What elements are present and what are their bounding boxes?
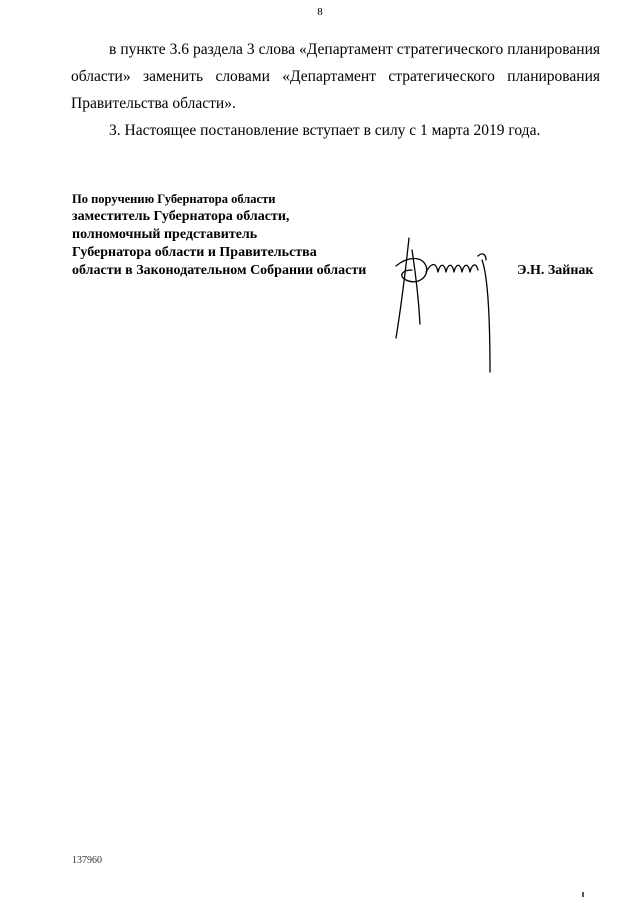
page-number: 8 — [317, 6, 323, 18]
handwritten-signature — [382, 226, 502, 378]
paragraph-amendment: в пункте 3.6 раздела 3 слова «Департамент стратегического планирования области» заменить словами «Департамент стратегического планирования Правительства области». — [71, 41, 600, 112]
signer-position-line-3: Губернатора области и Правительства — [72, 245, 317, 260]
signer-position-line-2: полномочный представитель — [72, 227, 258, 242]
on-behalf-label: По поручению Губернатора области — [72, 192, 276, 206]
signer-position-line-4: области в Законодательном Собрании области — [72, 263, 367, 278]
document-code: 137960 — [72, 855, 102, 866]
paragraph-effective-date: 3. Настоящее постановление вступает в силу с 1 марта 2019 года. — [109, 122, 541, 139]
signer-name: Э.Н. Зайнак — [517, 263, 594, 278]
body-text — [71, 36, 600, 144]
scan-speck — [582, 892, 584, 897]
signer-position-line-1: заместитель Губернатора области, — [72, 209, 290, 224]
